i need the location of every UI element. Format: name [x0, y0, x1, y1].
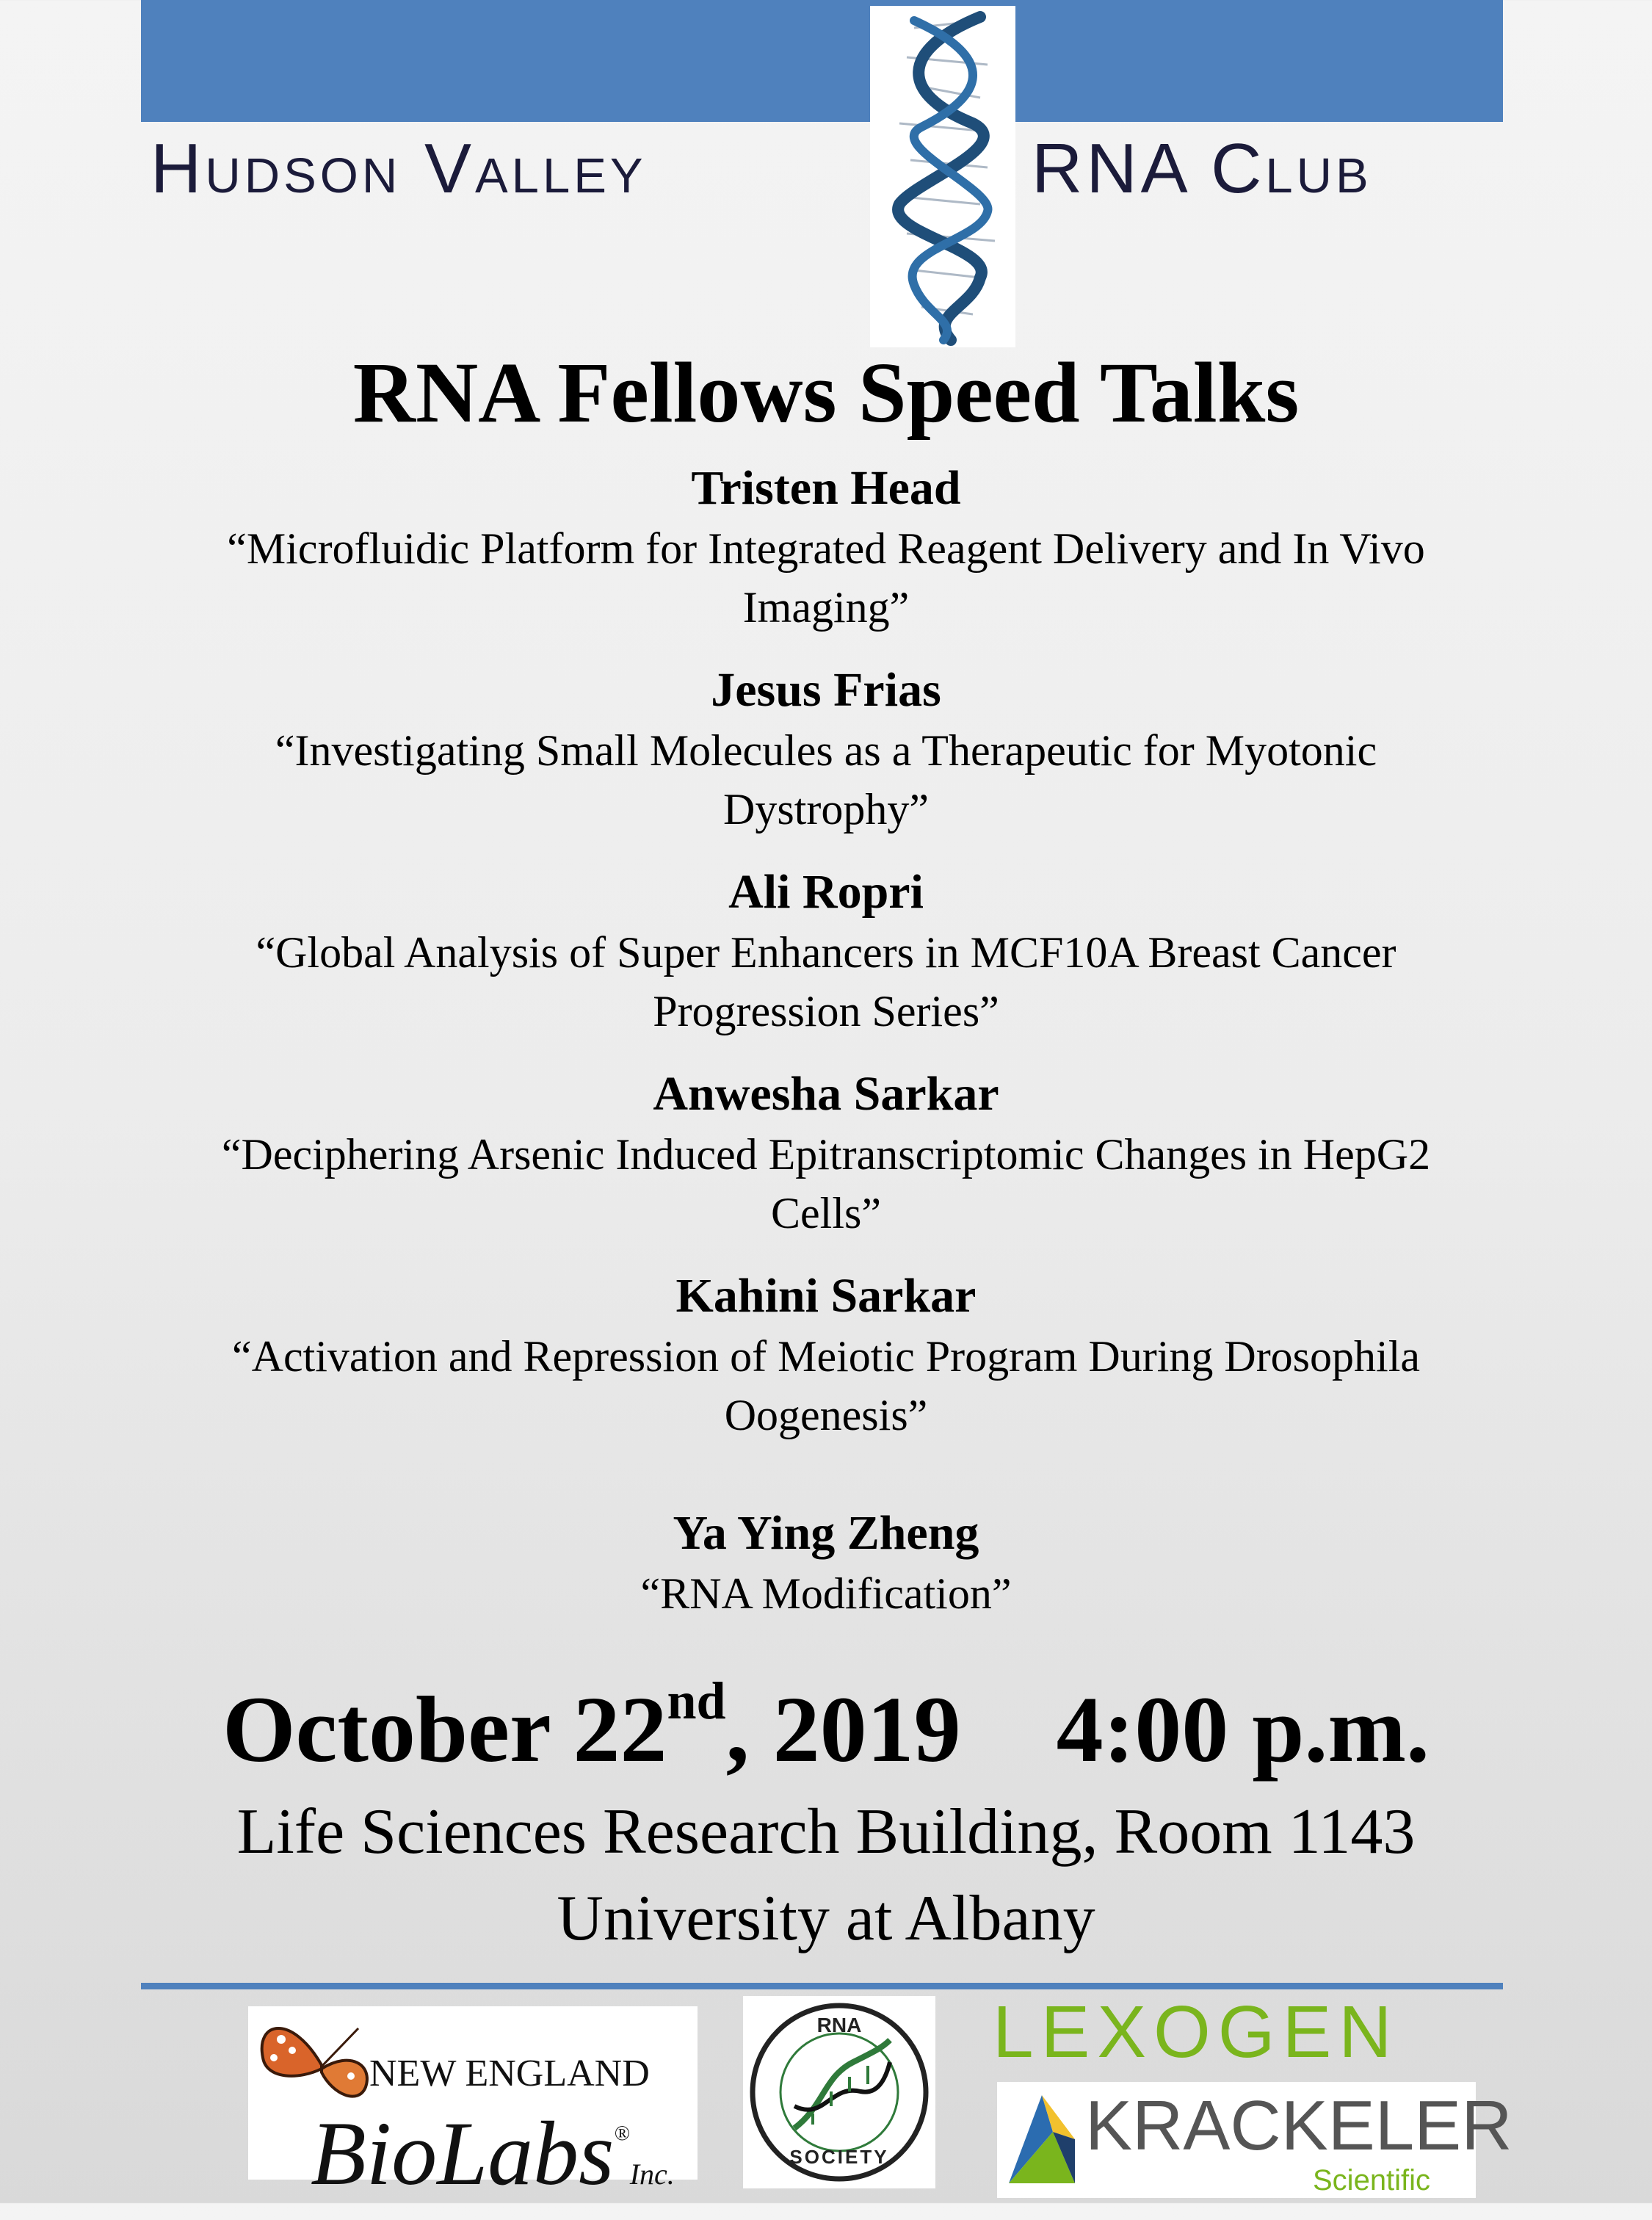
rna-helix-icon — [870, 6, 1015, 347]
talk-title-cont: Oogenesis” — [724, 1391, 928, 1439]
talk-title-cont: Imaging” — [742, 583, 910, 632]
krackeler-sub-text: Scientific — [1313, 2164, 1431, 2197]
event-time: 4:00 p.m. — [1056, 1677, 1430, 1782]
talk-title: “Microfluidic Platform for Integrated Reagent Delivery and In Vivo — [227, 524, 1425, 573]
rna-society-top-text: RNA — [816, 2014, 862, 2036]
talk-title-cont: Dystrophy” — [723, 785, 929, 834]
krackeler-logo — [997, 2082, 1512, 2198]
venue-university: University at Albany — [557, 1883, 1095, 1954]
talk-title: “Global Analysis of Super Enhancers in MCF10A Breast Cancer — [256, 928, 1396, 977]
rna-society-bottom-text: SOCIETY — [789, 2146, 889, 2168]
speaker-name: Tristen Head — [691, 461, 961, 515]
talk-title: “RNA Modification” — [640, 1569, 1012, 1618]
speaker-name: Kahini Sarkar — [675, 1269, 977, 1323]
club-name-right: RNA Club — [1032, 129, 1372, 208]
venue-building: Life Sciences Research Building, Room 1143 — [236, 1796, 1416, 1868]
page-title: RNA Fellows Speed Talks — [352, 344, 1300, 441]
krackeler-main-text: KRACKELER — [1085, 2086, 1512, 2165]
footer-divider — [141, 1983, 1503, 1989]
lexogen-logo: LEXOGEN — [993, 1997, 1399, 2067]
neb-top-text: NEW ENGLAND — [369, 2053, 650, 2094]
neb-main-text: BioLabs®Inc. — [311, 2103, 675, 2204]
speaker-name: Ya Ying Zheng — [673, 1506, 979, 1560]
talk-title: “Deciphering Arsenic Induced Epitranscriptomic Changes in HepG2 — [221, 1130, 1431, 1179]
talk-title-cont: Cells” — [771, 1189, 881, 1237]
neb-logo — [248, 2006, 698, 2204]
speaker-name: Anwesha Sarkar — [653, 1067, 999, 1121]
speaker-name: Jesus Frias — [711, 663, 941, 717]
talk-title-cont: Progression Series” — [653, 987, 999, 1035]
header-band — [141, 0, 1503, 122]
rna-helix-logo — [870, 6, 1015, 347]
talk-title: “Activation and Repression of Meiotic Program During Drosophila — [231, 1332, 1420, 1381]
event-datetime — [0, 1671, 1652, 1782]
krackeler-mark-icon — [1001, 2088, 1082, 2191]
speaker-name: Ali Ropri — [728, 865, 924, 919]
club-name-left: Hudson Valley — [151, 129, 647, 208]
event-date: October 22nd, 2019 — [222, 1671, 961, 1782]
talk-title: “Investigating Small Molecules as a Therapeutic for Myotonic — [275, 726, 1377, 775]
rna-society-logo — [743, 1996, 935, 2188]
